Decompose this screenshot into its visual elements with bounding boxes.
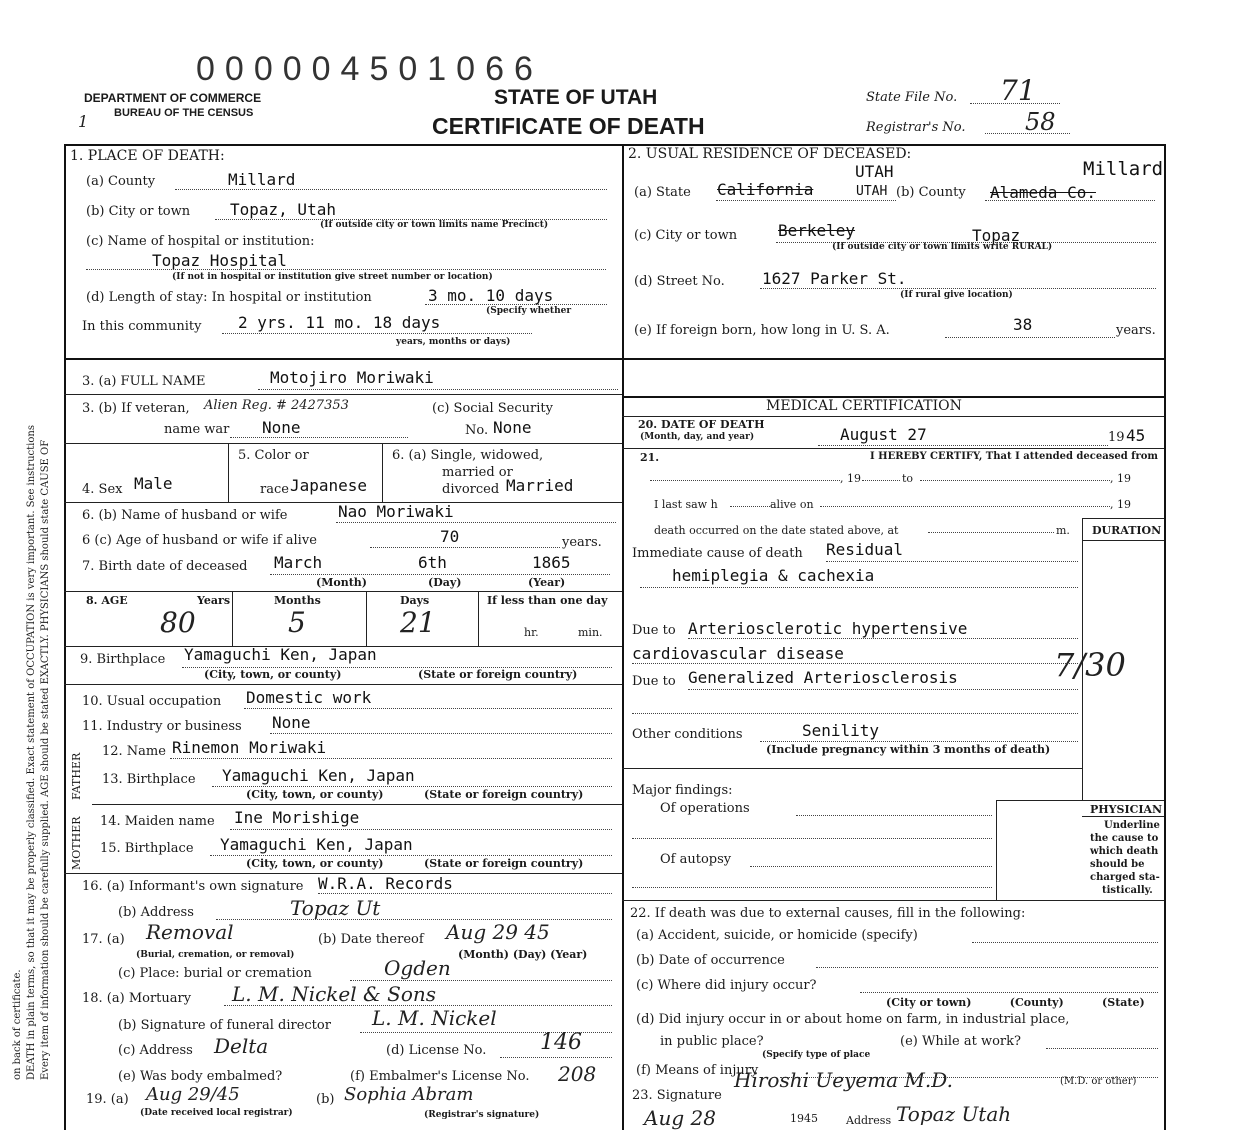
mother-side-label: MOTHER	[70, 816, 83, 870]
frame-right	[1164, 144, 1166, 1130]
res-county-label: (b) County	[896, 185, 966, 200]
community-label: In this community	[82, 319, 202, 334]
registrar-sig-label: (b)	[316, 1092, 335, 1107]
registrar-value: 58	[1025, 108, 1056, 136]
margin-instructions-1: Every item of information should be carefully supplied. AGE should be stated EXACTLY. PHYSICIANS should state CAUSE OF	[40, 439, 51, 1080]
spouse-line	[336, 522, 616, 523]
inf-address-label: (b) Address	[118, 905, 194, 920]
registrar-label: Registrar's No.	[866, 120, 966, 135]
place-value: Ogden	[384, 956, 451, 980]
date-thereof-label: (b) Date thereof	[318, 932, 424, 947]
hospital-note: (If not in hospital or institution give street number or location)	[172, 272, 493, 282]
date-death-line	[818, 445, 1108, 446]
spouse-value: Nao Moriwaki	[338, 502, 454, 521]
mother-birth-value: Yamaguchi Ken, Japan	[220, 835, 413, 854]
signature-value: Hiroshi Ueyema M.D.	[734, 1068, 953, 1092]
birthplace-value: Yamaguchi Ken, Japan	[184, 645, 377, 664]
industry-line	[270, 733, 612, 734]
community-note: years, months or days)	[396, 337, 511, 347]
physician-note-5: charged sta-	[1090, 872, 1160, 883]
divider-sex-race	[228, 443, 229, 503]
father-name-label: 12. Name	[102, 744, 166, 759]
county-fix: Millard	[1083, 158, 1164, 180]
due1-value-b: cardiovascular disease	[632, 644, 844, 663]
due1-label: Due to	[632, 623, 676, 638]
certify-text: I HEREBY CERTIFY, That I attended deceased from	[870, 451, 1159, 462]
last-saw-label: I last saw h	[654, 498, 718, 511]
signature-label: 23. Signature	[632, 1088, 722, 1103]
registrar-sig-value: Sophia Abram	[344, 1084, 474, 1105]
attended-19a: , 19	[840, 472, 861, 485]
operations-line	[796, 815, 992, 816]
father-name-value: Rinemon Moriwaki	[172, 738, 327, 757]
age-col-2	[366, 591, 367, 646]
ext-d-note: (Specify type of place	[762, 1050, 871, 1060]
ext-f: (f) Means of injury	[636, 1063, 759, 1078]
marital-label2: married or	[442, 465, 513, 480]
age-months: 5	[288, 606, 306, 639]
ext-d2: in public place?	[660, 1034, 764, 1049]
medical-heading: MEDICAL CERTIFICATION	[766, 398, 962, 414]
day-note: (Day)	[428, 576, 462, 589]
father-birth-label: 13. Birthplace	[102, 772, 196, 787]
operations-label: Of operations	[660, 801, 750, 816]
due2-label: Due to	[632, 674, 676, 689]
date-thereof-note: (Month) (Day) (Year)	[458, 948, 588, 961]
license-value: 146	[540, 1030, 582, 1055]
signature-other: (M.D. or other)	[1060, 1076, 1137, 1087]
n21-label: 21.	[640, 451, 660, 464]
age-years-label: Years	[197, 594, 231, 607]
med-date-divider	[622, 448, 1164, 449]
duration-label: DURATION	[1092, 524, 1162, 537]
race-label2: race	[260, 482, 289, 497]
age-less-label: If less than one day	[487, 594, 608, 607]
state-file-label: State File No.	[866, 90, 958, 105]
birth-line	[270, 574, 610, 575]
director-label: (b) Signature of funeral director	[118, 1018, 331, 1033]
mother-birth-label: 15. Birthplace	[100, 841, 194, 856]
burial-value: Removal	[146, 920, 234, 944]
attended-19a-line	[862, 480, 900, 481]
inf-address-value: Topaz Ut	[290, 896, 381, 920]
full-name-line	[258, 389, 618, 390]
birthplace-label: 9. Birthplace	[80, 652, 166, 667]
mortuary-label: 18. (a) Mortuary	[82, 991, 192, 1006]
ext-d: (d) Did injury occur in or about home on farm, in industrial place,	[636, 1012, 1070, 1027]
race-value: Japanese	[290, 476, 368, 495]
informant-value: W.R.A. Records	[318, 874, 453, 893]
corner-mark: 1	[78, 112, 89, 131]
res-city-value: Berkeley	[778, 221, 856, 240]
due2-line-2	[632, 713, 1078, 714]
spouse-years: years.	[562, 535, 602, 550]
county-value: Millard	[228, 170, 296, 189]
birth-month: March	[274, 553, 323, 572]
specify-note: (Specify whether	[486, 306, 572, 316]
city-label: (b) City or town	[86, 204, 191, 219]
other-note: (Include pregnancy within 3 months of death)	[766, 743, 1051, 756]
res-state-fix: UTAH	[856, 184, 888, 199]
alive-19: , 19	[1110, 498, 1131, 511]
res-street-value: 1627 Parker St.	[762, 269, 907, 288]
license-line	[500, 1057, 612, 1058]
embalmer-label: (f) Embalmer's License No.	[350, 1069, 530, 1084]
received-note: (Date received local registrar)	[140, 1108, 293, 1118]
mother-name-value: Ine Morishige	[234, 808, 360, 827]
city-note: (If outside city or town limits name Precinct)	[320, 220, 549, 230]
other-line	[760, 741, 1078, 742]
alive-on-label: alive on	[770, 498, 814, 511]
stay-label: (d) Length of stay: In hospital or institution	[86, 290, 372, 305]
marital-value: Married	[506, 476, 574, 495]
operations-line-2	[632, 838, 992, 839]
immediate-label: Immediate cause of death	[632, 546, 803, 561]
res-foreign-value: 38	[1013, 315, 1033, 334]
sex-value: Male	[134, 474, 173, 493]
res-foreign-label: (e) If foreign born, how long in U. S. A.	[634, 323, 890, 338]
place-label: (c) Place: burial or cremation	[118, 966, 312, 981]
full-name-value: Motojiro Moriwaki	[270, 368, 434, 387]
inf-address-line	[216, 919, 612, 920]
marital-label3: divorced	[442, 482, 500, 497]
residence-heading: 2. USUAL RESIDENCE OF DECEASED:	[628, 146, 912, 162]
frame-middle	[622, 144, 624, 1130]
res-foreign-line	[945, 337, 1115, 338]
hospital-label: (c) Name of hospital or institution:	[86, 234, 315, 249]
occupation-line	[244, 708, 612, 709]
veteran-line	[230, 437, 408, 438]
department-label: DEPARTMENT OF COMMERCE	[84, 91, 262, 105]
margin-instructions-3: on back of certificate.	[12, 969, 23, 1080]
divider-name	[64, 394, 622, 395]
signature-address: Topaz Utah	[896, 1102, 1012, 1126]
physician-note-3: which death	[1090, 846, 1159, 857]
embalmer-value: 208	[558, 1062, 597, 1086]
alive-on-line	[820, 506, 1110, 507]
veteran-label: 3. (b) If veteran,	[82, 401, 190, 416]
stay-value: 3 mo. 10 days	[428, 286, 554, 305]
veteran-label2: name war	[164, 422, 230, 437]
divider-father	[92, 804, 622, 805]
county-line	[175, 189, 607, 190]
industry-value: None	[272, 713, 311, 732]
physician-note-2: the cause to	[1090, 833, 1159, 844]
signature-address-label: Address	[846, 1114, 892, 1127]
ext-b-line	[816, 967, 1158, 968]
father-state-note: (State or foreign country)	[424, 788, 584, 801]
birthplace-state-note: (State or foreign country)	[418, 668, 578, 681]
birth-year: 1865	[532, 553, 571, 572]
county-label: (a) County	[86, 174, 156, 189]
frame-top	[64, 144, 1164, 146]
marital-label1: 6. (a) Single, widowed,	[392, 448, 544, 463]
community-value: 2 yrs. 11 mo. 18 days	[238, 313, 441, 332]
director-value: L. M. Nickel	[372, 1006, 497, 1030]
physician-col	[996, 800, 997, 900]
ext-a-line	[972, 942, 1158, 943]
birth-day: 6th	[418, 553, 447, 572]
informant-line	[318, 893, 612, 894]
ext-e: (e) While at work?	[900, 1034, 1021, 1049]
hospital-line	[86, 269, 606, 270]
mother-name-line	[230, 829, 612, 830]
state-fix-above: UTAH	[855, 162, 894, 181]
min-label: min.	[578, 626, 603, 639]
duration-top	[1082, 518, 1164, 519]
age-days-label: Days	[400, 594, 430, 607]
spouse-age-value: 70	[440, 527, 460, 546]
spouse-label: 6. (b) Name of husband or wife	[82, 508, 288, 523]
state-title: STATE OF UTAH	[494, 86, 658, 109]
res-city-fix: Topaz	[972, 226, 1021, 245]
received-label: 19. (a)	[86, 1092, 129, 1107]
attended-19b: , 19	[1110, 472, 1131, 485]
father-birth-line	[212, 786, 612, 787]
burial-label: 17. (a)	[82, 932, 125, 947]
received-value: Aug 29/45	[146, 1084, 240, 1105]
year-note: (Year)	[528, 576, 566, 589]
ssn-value: None	[493, 418, 532, 437]
ext-c-line	[860, 992, 1158, 993]
date-thereof-value: Aug 29 45	[446, 920, 550, 944]
res-county-value: Alameda Co.	[990, 183, 1096, 202]
attended-from-line	[650, 480, 840, 481]
place-line	[350, 980, 612, 981]
serial-number: 000004501066	[196, 50, 543, 88]
sex-label: 4. Sex	[82, 482, 123, 497]
due2-value: Generalized Arteriosclerosis	[688, 668, 958, 687]
section-divider-1	[64, 358, 1164, 360]
res-years: years.	[1116, 323, 1156, 338]
med-heading-line	[622, 416, 1164, 417]
res-street-note: (If rural give location)	[900, 290, 1013, 300]
res-street-label: (d) Street No.	[634, 274, 725, 289]
industry-label: 11. Industry or business	[82, 719, 242, 734]
father-name-line	[170, 758, 612, 759]
age-days: 21	[400, 606, 436, 639]
res-city-note: (If outside city or town limits write RURAL)	[832, 242, 1053, 252]
divider-race-marital	[382, 443, 383, 503]
immediate-line-1	[826, 561, 1078, 562]
due2-line-1	[688, 689, 1078, 690]
occupation-value: Domestic work	[246, 688, 372, 707]
date-death-label: 20. DATE OF DEATH	[638, 418, 765, 431]
father-side-label: FATHER	[70, 752, 83, 800]
father-birth-value: Yamaguchi Ken, Japan	[222, 766, 415, 785]
ssn-label2: No.	[465, 423, 489, 438]
med-other-divider	[622, 768, 1082, 769]
physician-note-6: tistically.	[1102, 885, 1153, 896]
m-label: m.	[1056, 524, 1070, 537]
due1-line-2	[632, 663, 1078, 664]
informant-label: 16. (a) Informant's own signature	[82, 879, 304, 894]
age-col-1	[232, 591, 233, 646]
med-external-top	[622, 900, 1164, 901]
age-col-3	[478, 591, 479, 646]
hospital-value: Topaz Hospital	[152, 251, 287, 270]
mother-city-note: (City, town, or county)	[246, 857, 384, 870]
res-state-value: California	[717, 180, 814, 199]
city-value: Topaz, Utah	[230, 200, 336, 219]
fd-address-label: (c) Address	[118, 1043, 193, 1058]
registrar-sig-note: (Registrar's signature)	[424, 1110, 540, 1120]
margin-instructions-2: DEATH in plain terms, so that it may be properly classified. Exact statement of OCCUPATION is very important. See instructions	[26, 425, 37, 1080]
physician-head: PHYSICIAN	[1090, 803, 1163, 816]
frame-left	[64, 144, 66, 1130]
immediate-value-1: Residual	[826, 540, 904, 559]
attended-to-line	[920, 480, 1110, 481]
birth-label: 7. Birth date of deceased	[82, 559, 248, 574]
veteran-value: None	[262, 418, 301, 437]
divider-age-top	[64, 591, 622, 592]
alien-reg: Alien Reg. # 2427353	[204, 398, 349, 413]
res-city-label: (c) City or town	[634, 228, 738, 243]
physician-head-line	[1082, 816, 1164, 817]
bureau-label: BUREAU OF THE CENSUS	[114, 107, 254, 119]
signature-year: 1945	[790, 1112, 818, 1125]
death-occurred-label: death occurred on the date stated above, at	[654, 524, 899, 537]
spouse-age-line	[370, 547, 560, 548]
fd-address-value: Delta	[214, 1034, 269, 1058]
due1-line-1	[688, 638, 1078, 639]
ssn-label: (c) Social Security	[432, 401, 553, 416]
autopsy-line-2	[632, 887, 992, 888]
due2-code: 7/30	[1054, 646, 1126, 684]
autopsy-line	[750, 866, 992, 867]
other-value: Senility	[802, 721, 880, 740]
occupation-label: 10. Usual occupation	[82, 694, 222, 709]
race-label1: 5. Color or	[238, 448, 309, 463]
autopsy-label: Of autopsy	[660, 852, 732, 867]
immediate-line-2	[640, 587, 1078, 588]
attended-to: to	[902, 472, 914, 485]
death-occurred-line	[928, 532, 1054, 533]
major-label: Major findings:	[632, 783, 733, 798]
ext-c: (c) Where did injury occur?	[636, 978, 817, 993]
hr-label: hr.	[524, 626, 539, 639]
date-death-value: August 27	[840, 425, 927, 444]
month-note: (Month)	[316, 576, 367, 589]
place-heading: 1. PLACE OF DEATH:	[70, 148, 225, 164]
date-death-year-prefix: 19	[1108, 430, 1125, 445]
mortuary-value: L. M. Nickel & Sons	[232, 982, 437, 1006]
external-label: 22. If death was due to external causes, fill in the following:	[630, 906, 1026, 921]
full-name-label: 3. (a) FULL NAME	[82, 374, 206, 389]
age-label: 8. AGE	[86, 594, 128, 607]
mother-name-label: 14. Maiden name	[100, 814, 215, 829]
physician-top	[996, 800, 1164, 801]
license-label: (d) License No.	[386, 1043, 487, 1058]
res-state-line	[716, 200, 896, 201]
duration-line-1	[1082, 540, 1164, 541]
ext-e-line	[1046, 1048, 1158, 1049]
embalmed-label: (e) Was body embalmed?	[118, 1069, 283, 1084]
community-line	[222, 333, 532, 334]
divider-veteran	[64, 443, 622, 444]
date-death-note: (Month, day, and year)	[640, 432, 755, 442]
burial-note: (Burial, cremation, or removal)	[136, 950, 295, 960]
physician-note-4: should be	[1090, 859, 1145, 870]
last-saw-line	[730, 506, 770, 507]
due1-value-a: Arteriosclerotic hypertensive	[688, 619, 968, 638]
age-years: 80	[160, 606, 196, 639]
res-state-label: (a) State	[634, 185, 691, 200]
mother-birth-line	[210, 855, 612, 856]
state-file-value: 71	[1000, 74, 1036, 107]
father-city-note: (City, town, or county)	[246, 788, 384, 801]
other-label: Other conditions	[632, 727, 743, 742]
ext-a: (a) Accident, suicide, or homicide (specify)	[636, 928, 918, 943]
age-months-label: Months	[274, 594, 321, 607]
date-death-year: 45	[1126, 426, 1146, 445]
ext-b: (b) Date of occurrence	[636, 953, 785, 968]
certificate-title: CERTIFICATE OF DEATH	[432, 113, 705, 139]
ext-c-note: (City or town) (County) (State)	[886, 996, 1145, 1009]
divider-birthplace	[64, 684, 622, 685]
signature-date: Aug 28	[644, 1106, 716, 1130]
birthplace-city-note: (City, town, or county)	[204, 668, 342, 681]
mother-state-note: (State or foreign country)	[424, 857, 584, 870]
immediate-value-2: hemiplegia & cachexia	[672, 566, 875, 585]
spouse-age-label: 6 (c) Age of husband or wife if alive	[82, 533, 317, 548]
physician-note-1: Underline	[1104, 820, 1160, 831]
res-street-line	[760, 288, 1156, 289]
